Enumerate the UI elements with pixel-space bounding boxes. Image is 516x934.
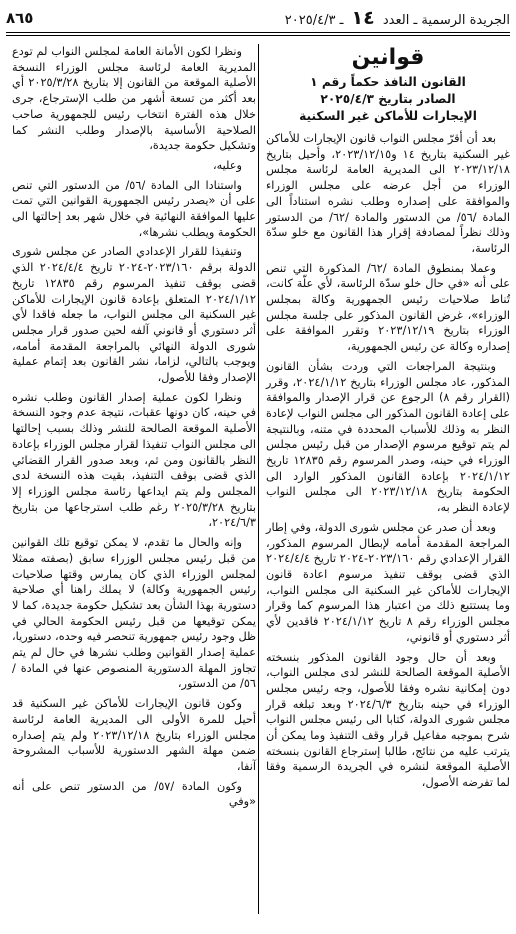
law-issue-date: الصادر بتاريخ ٢٠٢٥/٤/٣	[320, 92, 456, 106]
law-heading-block	[266, 44, 510, 125]
law-title: القانون النافذ حكماً رقم ١	[310, 75, 466, 89]
paragraph: وعملا بمنطوق المادة /٦٢/ المذكورة التي تنص على أنه «في حال خلو سدّة الرئاسة، لأي علّة كانت، تُناط صلاحيات رئيس الجمهورية وكالة بمجلس الوزراء»، غرض القانون المذكور على جلسة مجلس الوزراء بتاريخ ٢٠٢٣/١٢/١٩ وتقرر الموافقة على إصداره وكالة عن رئيس الجمهورية،	[266, 261, 510, 354]
paragraph: وبعد أن صدر عن مجلس شورى الدولة، وفي إطار المراجعة المقدمة أمامه لإبطال المرسوم المذكور، القرار الإعدادي رقم ٢٠٢٣/١٦٠-٢٠٢٤ تاريخ ٢٠٢٤/٤/٤ الذي قضى بوقف تنفيذ مرسوم اعادة قانون الإيجارات للأماكن غير السكنية الى مجلس النواب، وما يستتبع ذلك من اعتبار هذا المرسوم كما وقرار مجلس الوزراء رقم ٨ تاريخ ٢٠٢٤/١/١٢ فاقدين لأي أثر دستوري أو قانوني،	[266, 520, 510, 644]
paragraph: وإنه والحال ما تقدم، لا يمكن توقيع تلك القوانين من قبل رئيس مجلس الوزراء سابق (بصفته ممثلا لمجلس الوزراء الذي كان يمارس وقتها صلاحيات رئيس الجمهورية وكالة) لا يملك راهنا أي صلاحية دستورية بهذا الشأن بعد تشكيل حكومة جديدة، كما لا يمكن توقيعها من قبل رئيس الحكومة الحالي في ظل وجود رئيس جمهورية تنحصر فيه وحده، دستوريا، عملية إصدار القوانين وطلب نشرها في حال لم يتم تجاوز المهلة الدستورية المنصوص عنها في المادة /٥٦/ من الدستور،	[12, 536, 256, 691]
header-rule	[6, 32, 510, 33]
header-rule-thin	[6, 35, 510, 36]
column-divider	[258, 44, 259, 914]
paragraph: ونظرا لكون الأمانة العامة لمجلس النواب لم تودع المديرية العامة لرئاسة مجلس الوزراء النسخة الأصلية الموقعة من القانون إلا بتاريخ ٢٠٢٥/٣/٢٨ أي بعد أكثر من تسعة أشهر من طلب الإسترجاع، جرى خلال هذه الفترة انتخاب رئيس للجمهورية صاحب الصلاحية الأساسية بالإصدار وطلب النشر كما وتشكيل حكومة جديدة،	[12, 45, 256, 153]
paragraph: وبعد أن حال وجود القانون المذكور بنسخته الأصلية الموقعة الصالحة للنشر لدى مجلس النواب، دون إمكانية نشره وفقا للأصول، وجه رئيس مجلس الوزراء في حينه بتاريخ ٢٠٢٤/٦/٣ وبعد تبلغه قرار مجلس شورى الدولة، كتابا الى رئيس مجلس النواب شرح بموجبه مفاعيل قرار وقف التنفيذ وما يمكن أن يترتب عليه من نتائج، طالبا إسترجاع القانون بنسخته الأصلية الموقعة لنشره في الجريدة الرسمية وفقا لما تفرضه الأصول،	[266, 650, 511, 790]
paragraph: وتنفيذا للقرار الإعدادي الصادر عن مجلس شورى الدولة برقم ٢٠٢٣/١٦٠-٢٠٢٤ تاريخ ٢٠٢٤/٤/٤ الذي قضى بوقف تنفيذ المرسوم رقم ١٢٨٣٥ تاريخ ٢٠٢٤/١/١٢ المتعلق بإعادة قانون الإيجارات للأماكن غير السكنية الى مجلس النواب، ما جعله فاقدا لأي أثر دستوري أو قانوني آلفه لحين صدور قرار مجلس شورى الدولة النهائي بالمراجعة المقدمة أمامه، ويوجب بالتالي، لزاما، نشر القانون بعد إتمام عملية الإصدار وفقا للأصول،	[12, 245, 256, 385]
paragraph: وكون قانون الإيجارات للأماكن غير السكنية قد أحيل للمرة الأولى الى المديرية العامة لرئاسة مجلس الوزراء بتاريخ ٢٠٢٣/١٢/١٨ ولم يتم إصداره ضمن مهلة الشهر الدستورية للأسباب المشروحة آنفا،	[12, 697, 256, 773]
paragraph: ونظرا لكون عملية إصدار القانون وطلب نشره في حينه، كان دونها عقبات، نتيجة عدم وجود النسخة الأصلية الموقعة الصالحة للنشر وذلك بسبب إحالتها الى مجلس النواب تنفيذا لقرار مجلس الوزراء بإعادة النظر بالقانون ومن ثم، وبعد صدور القرار القضائي الذي قضى بوقف التنفيذ، بقيت هذه النسخة لدى المجلس ولم يتم ايداعها رئاسة مجلس الوزراء إلا بتاريخ ٢٠٢٥/٣/٢٨ رغم طلب استرجاعها من بتاريخ ٢٠٢٤/٦/٣،	[12, 390, 256, 530]
paragraph: بعد أن أقرّ مجلس النواب قانون الإيجارات للأماكن غير السكنية بتاريخ ١٤ و٢٠٢٣/١٢/١٥، وأحيل بتاريخ ٢٠٢٣/١٢/١٨ الى المديرية العامة لرئاسة مجلس الوزراء من أجل عرضه على مجلس الوزراء والموافقة على إصداره وطلب نشره استناداً الى المادة /٥٦/ من الدستور والمادة /٦٢/ من الدستور وذلك نظراً لمصادفة إقرار هذا القانون مع خلو سدّة الرئاسة،	[266, 132, 510, 255]
header-date: ـ ٢٠٢٥/٤/٣	[284, 13, 344, 28]
header-issue-number: ١٤	[351, 7, 375, 29]
header-title: الجريدة الرسمية ـ العدد	[382, 13, 510, 28]
paragraph: وكون المادة /٥٧/ من الدستور تنص على أنه «وفي	[12, 779, 256, 809]
left-column	[12, 44, 256, 814]
page-header	[6, 6, 510, 30]
right-column	[266, 44, 510, 795]
paragraph: وبنتيجة المراجعات التي وردت بشأن القانون المذكور، عاد مجلس الوزراء بتاريخ ٢٠٢٤/١/١٢، وقرر (القرار رقم ٨) الرجوع عن قرار الإصدار والموافقة على إعادة القانون المذكور الى مجلس النواب لإعادة النظر به وذلك للأسباب المحددة في متنه، وبالنتيجة لم يتم توقيع مرسوم الإصدار من قبل رئيس مجلس الوزراء في حينه، وصدر المرسوم رقم ١٢٨٣٥ تاريخ ٢٠٢٤/١/١٢ بإعادة القانون المذكور الوارد الى الحكومة بتاريخ ٢٠٢٣/١٢/١٨ الى مجلس النواب لإعادة النظر به،	[266, 359, 511, 515]
section-title: قوانين	[351, 45, 425, 70]
page-number: ٨٦٥	[6, 9, 34, 27]
paragraph: وعليه،	[212, 158, 242, 172]
header-publication	[285, 7, 510, 29]
paragraph: واستنادا الى المادة /٥٦/ من الدستور التي تنص على أن «يصدر رئيس الجمهورية القوانين التي تمت عليها الموافقة النهائية في خلال شهر بعد إحالتها الى الحكومة ويطلب نشرها»،	[12, 178, 256, 239]
law-subject: الإيجارات للأماكن غير السكنية	[299, 109, 477, 123]
